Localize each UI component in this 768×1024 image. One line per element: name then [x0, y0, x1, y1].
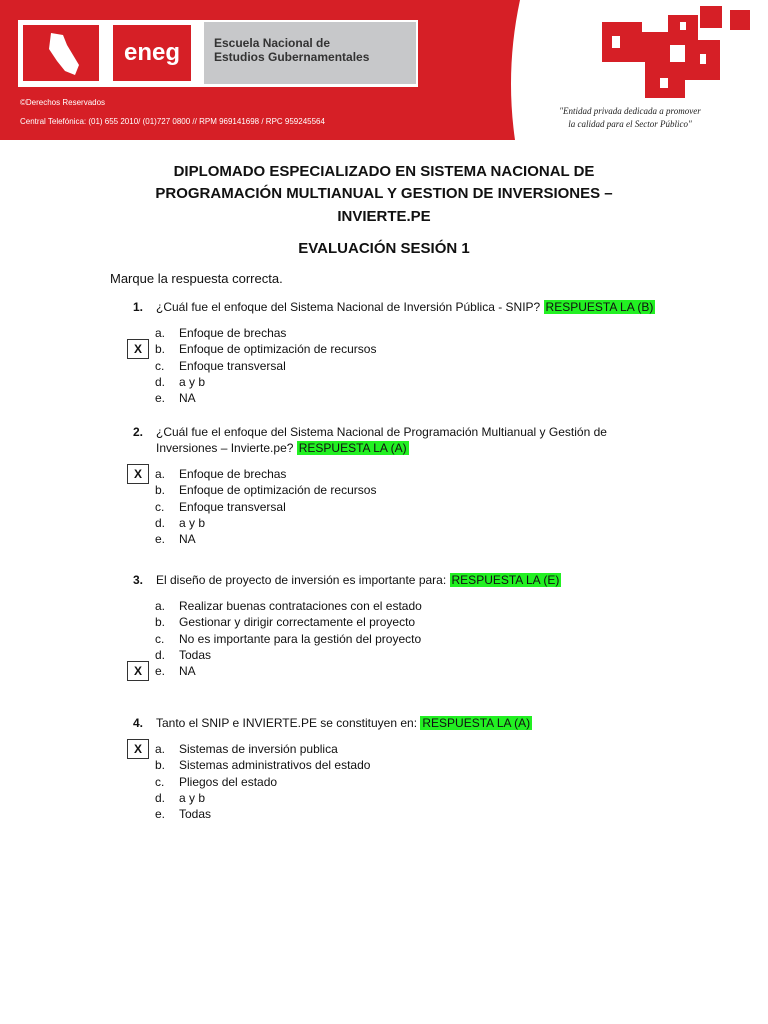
- option-text: Pliegos del estado: [179, 774, 278, 789]
- option-text: NA: [179, 532, 196, 547]
- option-item[interactable]: [133, 663, 663, 679]
- option-item[interactable]: [155, 515, 663, 531]
- slogan-line2: la calidad para el Sector Público": [568, 119, 692, 129]
- eneg-logo: eneg: [110, 22, 194, 84]
- option-text: Todas: [179, 807, 212, 822]
- option-text: NA: [179, 664, 196, 679]
- option-letter: c.: [155, 631, 165, 646]
- question-text: [156, 424, 663, 456]
- option-letter: e.: [155, 807, 166, 822]
- option-item[interactable]: [155, 598, 663, 614]
- option-letter: c.: [155, 358, 165, 373]
- option-text: a y b: [179, 374, 206, 389]
- option-item[interactable]: [155, 647, 663, 663]
- option-letter: d.: [155, 790, 166, 805]
- option-item[interactable]: [133, 466, 663, 482]
- option-text: Enfoque de optimización de recursos: [179, 483, 377, 498]
- option-item[interactable]: [155, 774, 663, 790]
- rights-text: ©Derechos Reservados: [20, 98, 106, 107]
- question-number: 1.: [133, 300, 144, 314]
- option-item[interactable]: [133, 741, 663, 757]
- option-item[interactable]: [155, 757, 663, 773]
- option-item[interactable]: [155, 374, 663, 390]
- option-letter: e.: [155, 532, 166, 547]
- answer-highlight: RESPUESTA LA (A): [298, 441, 407, 455]
- option-letter: e.: [155, 664, 166, 679]
- slogan: [540, 105, 720, 131]
- option-text: a y b: [179, 515, 206, 530]
- option-text: Realizar buenas contrataciones con el estado: [179, 599, 422, 613]
- header-banner: [0, 0, 768, 140]
- question-4: [133, 715, 663, 822]
- question-text: [156, 715, 663, 731]
- answer-highlight: RESPUESTA LA (A): [422, 716, 531, 730]
- question-prompt: ¿Cuál fue el enfoque del Sistema Nacional de Programación Multianual y Gestión de Inversiones – Invierte.pe?: [156, 425, 607, 455]
- selected-answer-mark[interactable]: X: [127, 339, 149, 359]
- option-item[interactable]: [155, 614, 663, 630]
- option-letter: b.: [155, 758, 166, 773]
- question-text: [156, 299, 663, 315]
- option-item[interactable]: [155, 631, 663, 647]
- title-line3: INVIERTE.PE: [337, 208, 431, 225]
- option-letter: a.: [155, 599, 166, 613]
- question-number: 3.: [133, 573, 144, 587]
- option-text: Enfoque de brechas: [179, 326, 287, 340]
- option-letter: b.: [155, 483, 166, 498]
- evaluation-subtitle: EVALUACIÓN SESIÓN 1: [298, 240, 470, 257]
- school-name: [204, 22, 416, 84]
- option-letter: d.: [155, 647, 166, 662]
- option-text: Sistemas administrativos del estado: [179, 758, 371, 773]
- option-text: NA: [179, 391, 196, 406]
- selected-answer-mark[interactable]: X: [127, 464, 149, 484]
- peru-map-logo: [20, 22, 102, 84]
- option-item[interactable]: [155, 790, 663, 806]
- option-text: Gestionar y dirigir correctamente el proyecto: [179, 615, 416, 630]
- option-text: Enfoque transversal: [179, 358, 286, 373]
- option-item[interactable]: [155, 390, 663, 406]
- option-letter: a.: [155, 467, 166, 481]
- question-text: [156, 572, 663, 588]
- option-item[interactable]: [155, 482, 663, 498]
- option-letter: d.: [155, 515, 166, 530]
- question-1: [133, 299, 663, 406]
- school-name-line1: Escuela Nacional de: [214, 36, 331, 50]
- option-text: Sistemas de inversión publica: [179, 742, 338, 756]
- answer-highlight: RESPUESTA LA (B): [545, 300, 654, 314]
- selected-answer-mark[interactable]: X: [127, 739, 149, 759]
- answer-highlight: RESPUESTA LA (E): [451, 573, 560, 587]
- question-3: [133, 572, 663, 679]
- question-number: 4.: [133, 716, 144, 730]
- question-prompt: El diseño de proyecto de inversión es importante para:: [156, 573, 450, 587]
- option-letter: c.: [155, 499, 165, 514]
- option-item[interactable]: [155, 531, 663, 547]
- option-letter: b.: [155, 342, 166, 357]
- selected-answer-mark[interactable]: X: [127, 661, 149, 681]
- option-text: Enfoque transversal: [179, 499, 286, 514]
- question-number: 2.: [133, 425, 144, 439]
- slogan-line1: "Entidad privada dedicada a promover: [559, 106, 701, 116]
- option-item[interactable]: [155, 325, 663, 341]
- option-item[interactable]: [133, 341, 663, 357]
- option-text: Enfoque de optimización de recursos: [179, 342, 377, 357]
- option-letter: e.: [155, 391, 166, 406]
- school-name-line2: Estudios Gubernamentales: [214, 50, 370, 64]
- title-line2: PROGRAMACIÓN MULTIANUAL Y GESTION DE INVERSIONES –: [155, 185, 613, 202]
- question-2: [133, 424, 663, 547]
- option-text: Enfoque de brechas: [179, 467, 287, 481]
- option-item[interactable]: [155, 806, 663, 822]
- question-prompt: ¿Cuál fue el enfoque del Sistema Nacional de Inversión Pública - SNIP?: [156, 300, 544, 314]
- option-text: a y b: [179, 790, 206, 805]
- option-item[interactable]: [155, 358, 663, 374]
- question-prompt: Tanto el SNIP e INVIERTE.PE se constituyen en:: [156, 716, 421, 730]
- title-line1: DIPLOMADO ESPECIALIZADO EN SISTEMA NACIONAL DE: [173, 163, 595, 180]
- option-letter: a.: [155, 742, 166, 756]
- option-letter: a.: [155, 326, 166, 340]
- option-text: Todas: [179, 647, 212, 662]
- option-letter: c.: [155, 774, 165, 789]
- option-text: No es importante para la gestión del proyecto: [179, 631, 422, 646]
- option-letter: b.: [155, 615, 166, 630]
- instruction: Marque la respuesta correcta.: [110, 271, 283, 286]
- option-item[interactable]: [155, 499, 663, 515]
- phone-text: Central Telefónica: (01) 655 2010/ (01)727 0800 // RPM 969141698 / RPC 959245564: [20, 117, 325, 126]
- decorative-pattern-icon: [602, 6, 750, 98]
- option-letter: d.: [155, 374, 166, 389]
